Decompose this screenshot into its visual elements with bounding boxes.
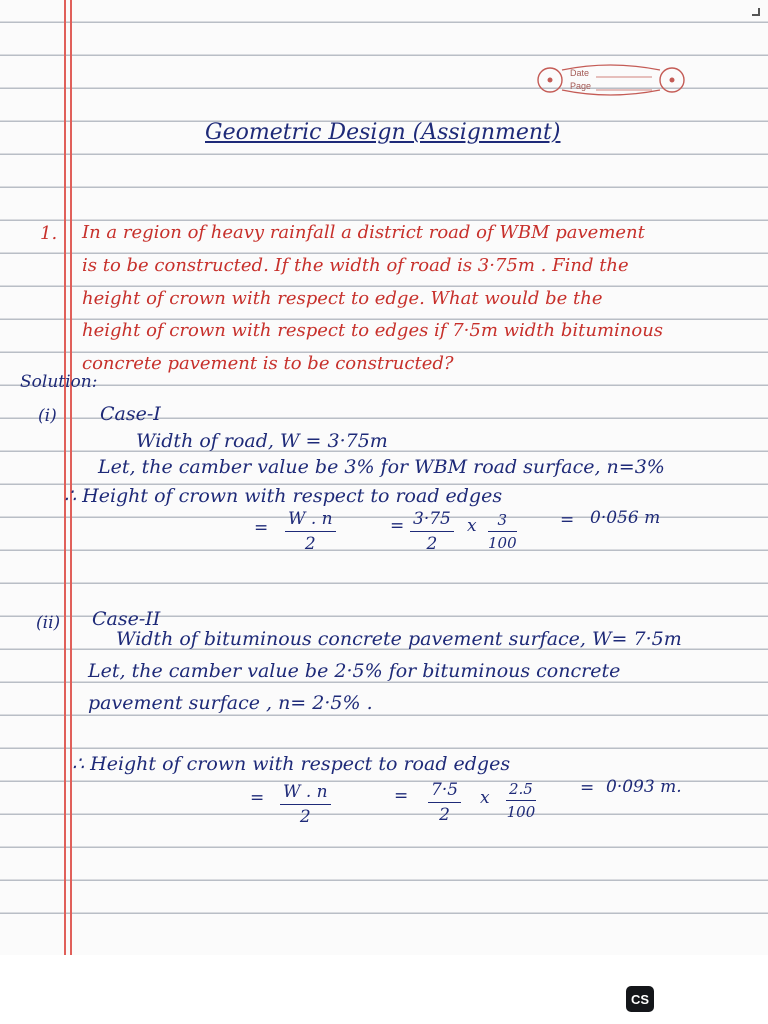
- camscanner-logo: CS: [626, 986, 654, 1012]
- date-label: Date: [570, 68, 590, 78]
- case2-camber-continued: pavement surface , n= 2·5% .: [88, 692, 373, 714]
- case1-formula-fraction: [285, 511, 336, 553]
- case1-height-statement: ∴ Height of crown with respect to road edges: [64, 485, 503, 507]
- question-line: height of crown with respect to edges if 7·5m width bituminous: [82, 320, 664, 341]
- fraction-denominator: 2: [299, 807, 311, 827]
- fraction-numerator: W . n: [280, 784, 331, 805]
- multiply-sign: x: [480, 788, 490, 808]
- case1-equals: =: [254, 518, 269, 538]
- fraction-denominator: 2: [439, 805, 450, 825]
- page-label: Page: [570, 81, 592, 91]
- fraction-numerator: W . n: [285, 511, 336, 532]
- case2-heading: Case-II: [92, 608, 161, 630]
- date-page-stamp: [530, 58, 690, 102]
- question-line: In a region of heavy rainfall a district road of WBM pavement: [82, 222, 645, 243]
- fraction-numerator: 2.5: [506, 782, 536, 801]
- fraction-denominator: 2: [304, 534, 316, 554]
- case2-result: 0·093 m.: [606, 777, 682, 797]
- case2-formula-fraction: [280, 784, 331, 826]
- case1-equals: =: [390, 516, 405, 536]
- fraction-numerator: 7·5: [428, 782, 461, 803]
- case2-marker: (ii): [36, 613, 61, 633]
- case1-value-fraction: [410, 511, 454, 553]
- case2-width: Width of bituminous concrete pavement surface, W= 7·5m: [116, 628, 682, 650]
- case1-equals: =: [560, 510, 575, 530]
- case2-value-fraction: [428, 782, 461, 824]
- case1-camber: Let, the camber value be 3% for WBM road surface, n=3%: [98, 456, 665, 478]
- question-number: 1.: [40, 223, 58, 244]
- fraction-denominator: 2: [426, 534, 438, 554]
- stamp-frame-icon: [530, 58, 690, 102]
- case1-percent-fraction: [488, 513, 517, 551]
- multiply-sign: x: [467, 516, 477, 536]
- case1-result: 0·056 m: [590, 508, 661, 528]
- fraction-denominator: 100: [506, 803, 536, 821]
- case1-marker: (i): [38, 406, 57, 426]
- page-title: Geometric Design (Assignment): [205, 120, 561, 145]
- case1-width: Width of road, W = 3·75m: [136, 430, 388, 452]
- corner-mark: [752, 8, 760, 16]
- margin-line-right: [70, 0, 72, 955]
- case2-camber: Let, the camber value be 2·5% for bituminous concrete: [88, 660, 621, 682]
- case2-equals: =: [250, 788, 265, 808]
- question-line: height of crown with respect to edge. What would be the: [82, 288, 603, 309]
- fraction-numerator: 3: [488, 513, 517, 532]
- case2-percent-fraction: [506, 782, 536, 820]
- margin-line-left: [64, 0, 66, 955]
- question-line: is to be constructed. If the width of road is 3·75m . Find the: [82, 255, 629, 276]
- case2-equals: =: [580, 778, 595, 798]
- question-line: concrete pavement is to be constructed?: [82, 353, 454, 374]
- case2-equals: =: [394, 786, 409, 806]
- fraction-denominator: 100: [488, 534, 517, 552]
- case1-heading: Case-I: [100, 403, 161, 425]
- fraction-numerator: 3·75: [410, 511, 454, 532]
- case2-height-statement: ∴ Height of crown with respect to road edges: [72, 753, 511, 775]
- solution-label: Solution:: [20, 372, 98, 392]
